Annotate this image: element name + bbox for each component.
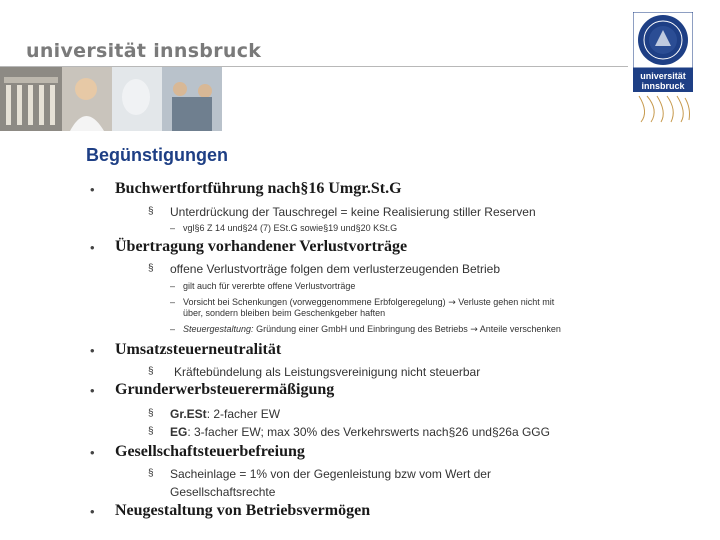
subbullet-text: offene Verlustvorträge folgen dem verlusterzeugenden Betrieb <box>170 262 500 276</box>
subbullet-emphasis: Gr.ESt <box>170 407 207 421</box>
subbullet-text: Sacheinlage = 1% von der Gegenleistung bzw vom Wert der <box>170 467 491 481</box>
subsubbullet-marker: – <box>170 281 176 291</box>
brand-wordmark: universität innsbruck <box>26 40 262 62</box>
subbullet-marker: § <box>148 426 154 437</box>
subbullet-emphasis: EG <box>170 425 188 439</box>
subsubbullet-text: vgl§6 Z 14 und§24 (7) ESt.G sowie§19 und§20 KSt.G <box>183 223 398 233</box>
subbullet-text: Unterdrückung der Tauschregel = keine Realisierung stiller Reserven <box>170 205 536 219</box>
subbullet-text: Gesellschaftsrechte <box>170 485 276 499</box>
bullet-label: Umsatzsteuerneutralität <box>115 341 282 358</box>
arrow-icon: → <box>470 325 478 335</box>
logo-word-1: universität <box>640 71 686 81</box>
subbullet-marker: § <box>148 408 154 419</box>
subbullet-text <box>170 407 280 421</box>
bullet-marker: • <box>90 445 95 460</box>
logo-word-2: innsbruck <box>641 81 685 91</box>
subsubbullet-text: gilt auch für vererbte offene Verlustvorträge <box>183 281 356 291</box>
bullet-label: Grunderwerbsteuerermäßigung <box>115 381 335 398</box>
subsubbullet-text-part: Gründung einer GmbH und Einbringung des Betriebs <box>256 324 468 334</box>
subsubbullet-marker: – <box>170 324 176 334</box>
subbullet-text: Kräftebündelung als Leistungsvereinigung nicht steuerbar <box>174 365 481 379</box>
bullet-marker: • <box>90 343 95 358</box>
subbullet-text-part: : 2-facher EW <box>206 407 281 421</box>
subsubbullet-marker: – <box>170 297 176 307</box>
subsubbullet-text: über, sondern bleiben beim Geschenkgeber haften <box>183 308 386 318</box>
bullet-marker: • <box>90 182 95 197</box>
bullet-marker: • <box>90 504 95 519</box>
bullet-marker: • <box>90 383 95 398</box>
arrow-icon: → <box>448 298 456 308</box>
subsubbullet-text-part: Verluste gehen nicht mit <box>458 297 555 307</box>
bullet-marker: • <box>90 240 95 255</box>
bullet-label: Übertragung vorhandener Verlustvorträge <box>115 238 408 255</box>
bullet-label: Neugestaltung von Betriebsvermögen <box>115 502 371 519</box>
subsubbullet-marker: – <box>170 223 176 233</box>
subbullet-text-part: : 3-facher EW; max 30% des Verkehrswerts nach§26 und§26a GGG <box>187 425 550 439</box>
subbullet-text <box>170 425 550 439</box>
subsubbullet-text-part: Vorsicht bei Schenkungen (vorweggenommene Erbfolgeregelung) <box>183 297 446 307</box>
bullet-label: Gesellschaftsteuerbefreiung <box>115 443 305 460</box>
header-photo-collage <box>0 67 222 131</box>
slide-title: Begünstigungen <box>86 145 228 165</box>
subsubbullet-emphasis: Steuergestaltung: <box>183 324 254 334</box>
bullet-label: Buchwertfortführung nach§16 Umgr.St.G <box>115 180 402 197</box>
subbullet-marker: § <box>148 366 154 377</box>
subbullet-marker: § <box>148 468 154 479</box>
subsubbullet-text <box>183 324 561 336</box>
university-seal-logo <box>633 12 693 124</box>
subbullet-marker: § <box>148 206 154 217</box>
subbullet-marker: § <box>148 263 154 274</box>
subsubbullet-text-part: Anteile verschenken <box>479 324 561 334</box>
